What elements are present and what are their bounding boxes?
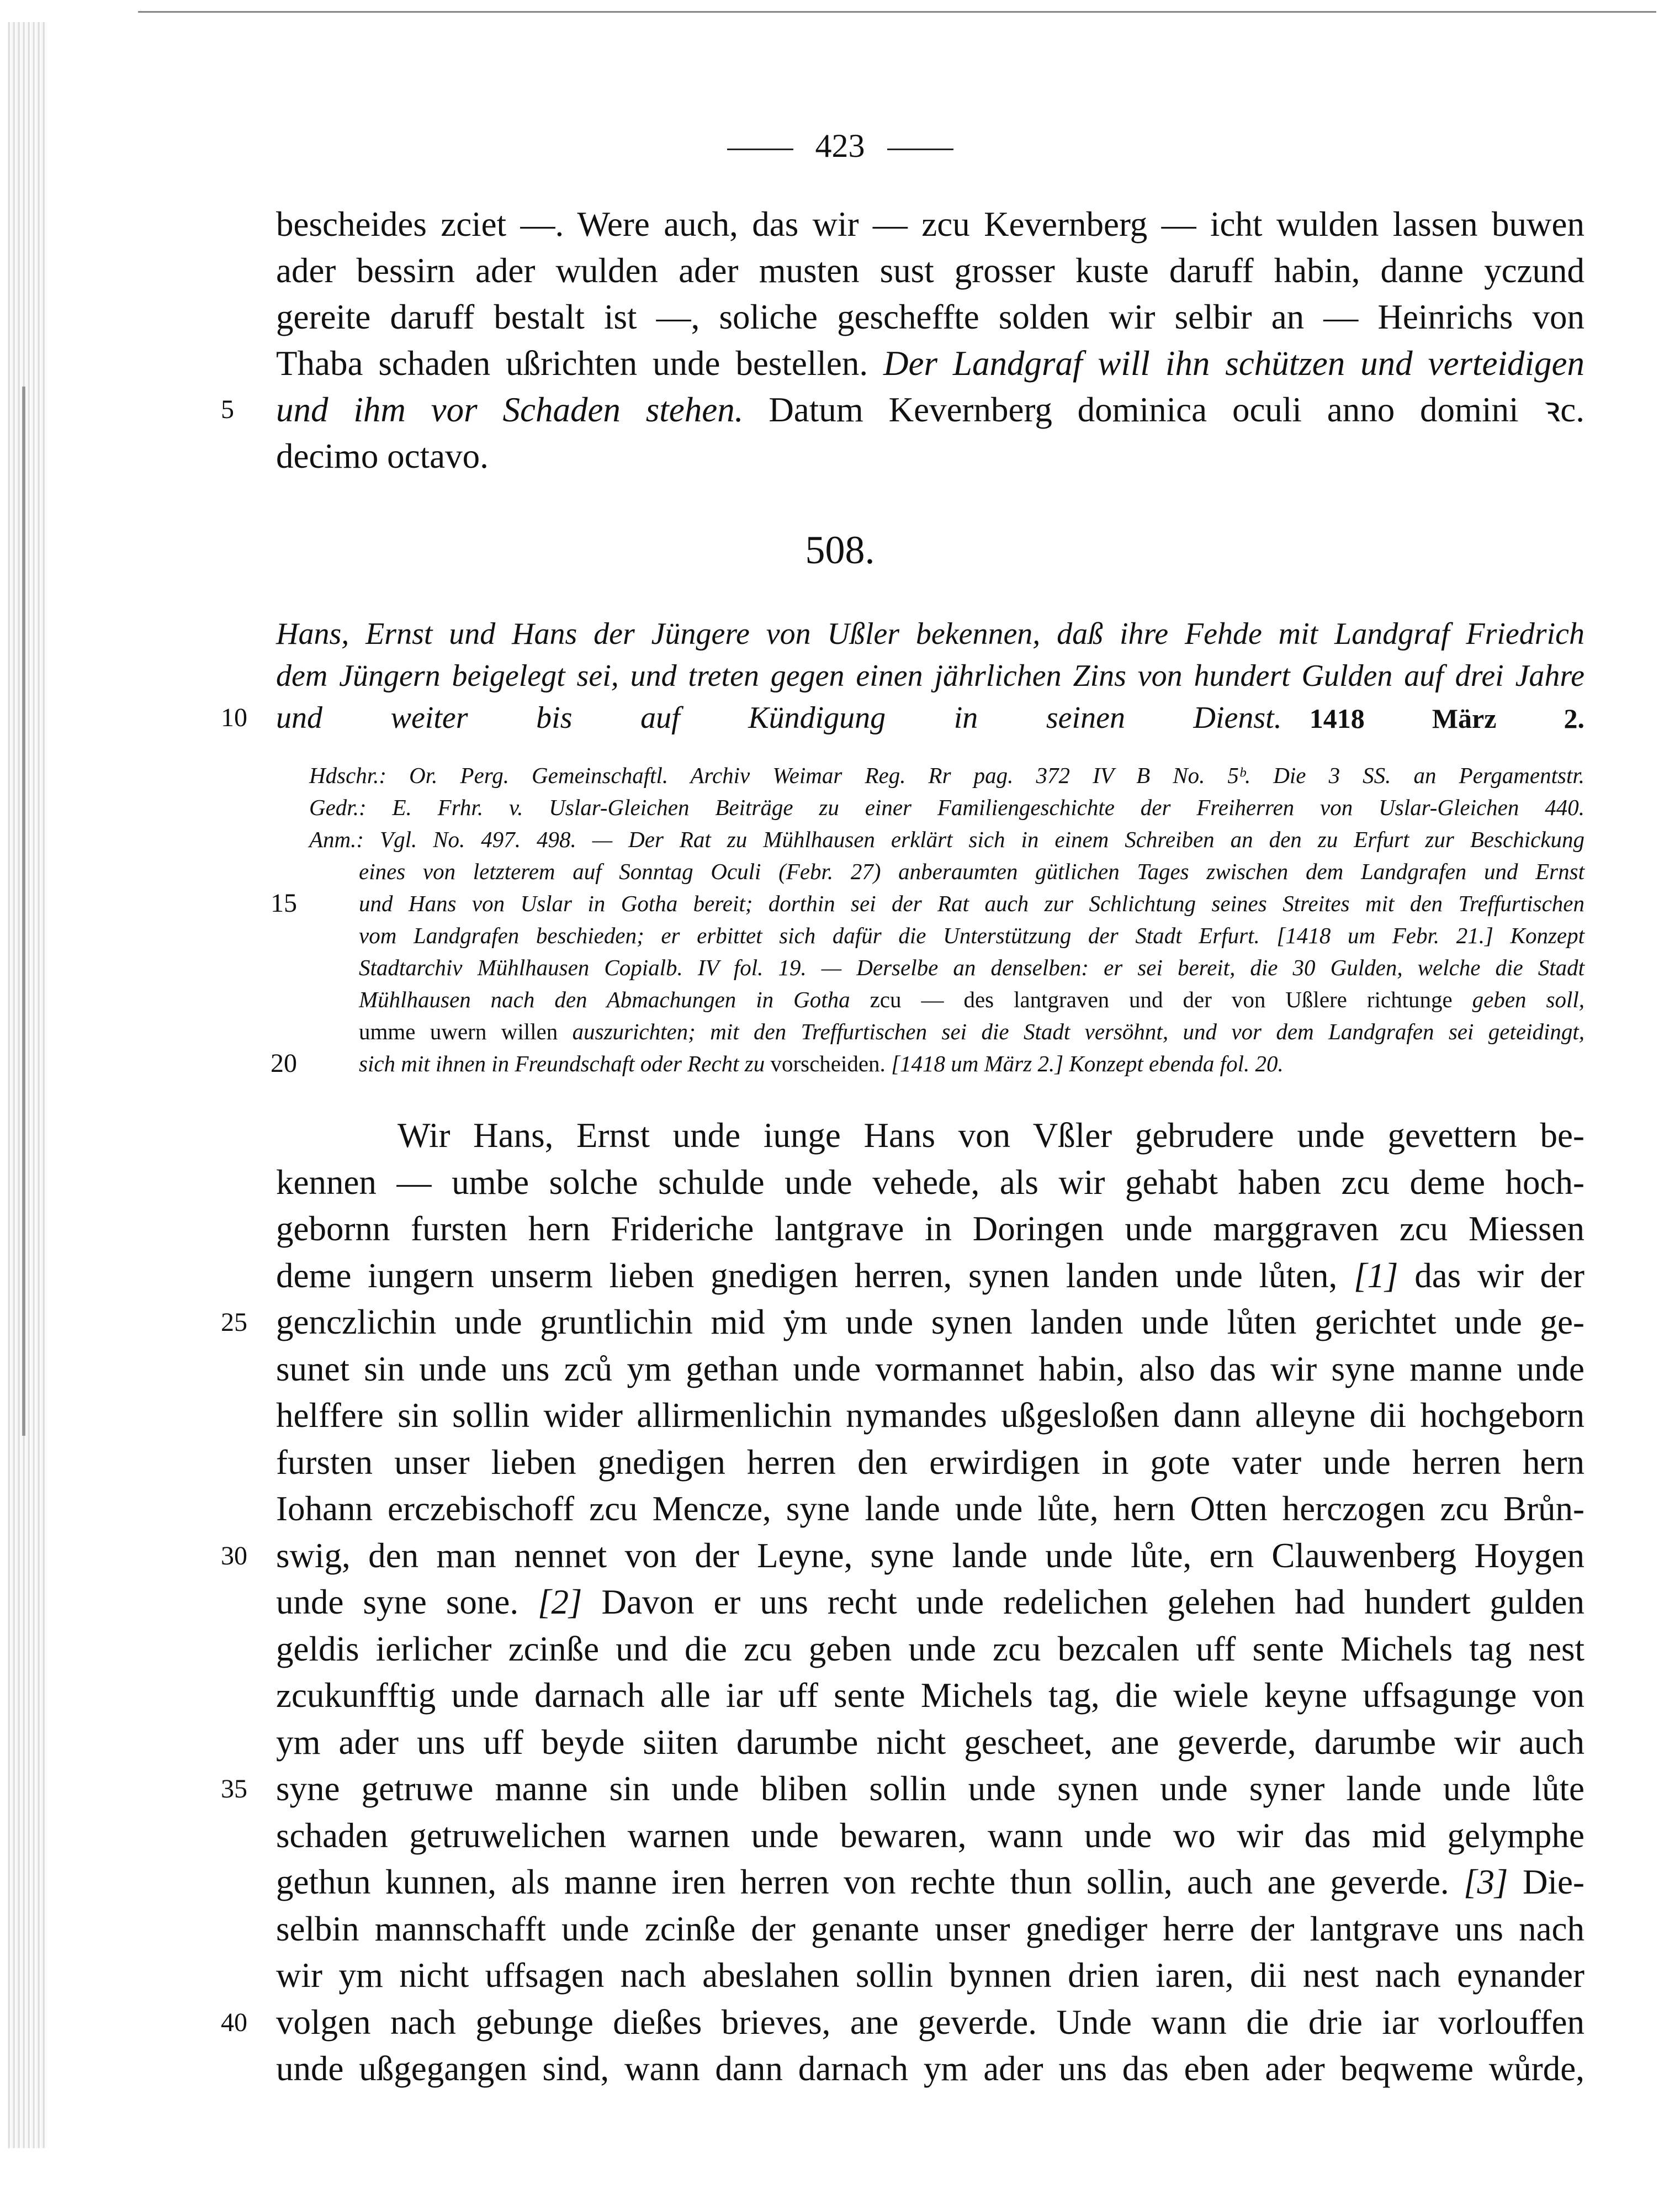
line-text: ym ader uns uff beyde siiten darumbe nicht gescheet, ane geverde, darumbe wir auch [276,1722,1584,1762]
header-dash-right [887,149,953,150]
line-text: bescheides zciet —. Were auch, das wir — zcu Kevernberg — icht wulden lassen buwen [276,205,1584,244]
main-line [221,1766,1584,1812]
main-line [276,1673,1584,1719]
regest-line [221,697,1585,739]
line-text: unde ußgegangen sind, wann dann darnach ym ader uns das eben ader beqweme wůrde, [276,2049,1584,2088]
scan-left-edge [8,22,46,2148]
main-line [221,1533,1584,1579]
main-line [276,1346,1584,1392]
line-text: eines von letzterem auf Sonntag Oculi (Febr. 27) anberaumten gütlichen Tages zwischen dem Landgrafen und Ernst [359,859,1584,884]
document-number: 508. [805,528,875,572]
line-text: gethun kunnen, als manne iren herren von rechte thun sollin, auch ane geverde. [276,1863,1449,1901]
line-text: Thaba schaden ußrichten unde bestellen. [276,344,868,383]
line-number: 15 [271,889,297,918]
line-number: 25 [221,1308,247,1337]
line-text: sich mit ihnen in Freundschaft oder Recht zu [359,1051,765,1076]
line-text: kennen — umbe solche schulde unde vehede, als wir gehabt haben zcu deme hoch- [276,1162,1584,1202]
main-line [221,1299,1584,1345]
main-line [276,1440,1584,1485]
continuation-line [276,341,1584,386]
line-text-cont: Die- [1508,1863,1584,1901]
line-text: volgen nach gebunge dießes brieves, ane geverde. Unde wann die drie iar vorlouffen [276,2002,1584,2042]
line-text-upright: zcu — des lantgraven und der von Ußlere richtunge [850,987,1472,1012]
continuation-line [221,387,1584,432]
line-text: und Hans von Uslar in Gotha bereit; dorthin sei der Rat auch zur Schlichtung seines Streites mit den Treffurtischen [359,891,1584,916]
main-line [276,1253,1584,1299]
continuation-line [276,294,1584,340]
line-text-italic: [2] [518,1583,582,1621]
line-text-italic: [1] [1337,1256,1398,1295]
line-text: Anm.: Vgl. No. 497. 498. — Der Rat zu Mühlhausen erklärt sich in einem Schreiben an den zu Erfurt zur Beschickung [309,827,1584,852]
line-text: swig, den man nennet von der Leyne, syne lande unde lůte, ern Clauwenberg Hoygen [276,1536,1584,1575]
page-number: 423 [815,128,865,164]
line-text: Wir Hans, Ernst unde iunge Hans von Vßler gebrudere unde gevettern be- [398,1116,1584,1155]
line-text: dem Jüngern beigelegt sei, und treten gegen einen jährlichen Zins von hundert Gulden auf drei Jahre [276,659,1584,693]
line-text-cont: [1418 um März 2.] Konzept ebenda fol. 20. [891,1051,1284,1076]
line-text: Stadtarchiv Mühlhausen Copialb. IV fol. 19. — Derselbe an denselben: er sei bereit, die 30 Gulden, welche die Stadt [359,955,1584,980]
line-number: 5 [221,395,234,424]
main-line [276,1813,1584,1859]
main-line [276,1859,1584,1905]
line-text-cont: Davon er uns recht unde redelichen gelehen had hundert gulden [582,1583,1584,1621]
regest-line [276,655,1584,697]
line-text: Iohann erczebischoff zcu Mencze, syne lande unde lůte, hern Otten herczogen zcu Brůn- [276,1489,1584,1528]
line-text: schaden getruwelichen warnen unde bewaren, wann unde wo wir das mid gelymphe [276,1816,1584,1855]
line-text: ader bessirn ader wulden ader musten sust grosser kuste daruff habin, danne yczund [276,251,1584,290]
line-text-italic: [3] [1449,1863,1508,1901]
main-line [276,1206,1584,1252]
continuation-line [276,248,1584,293]
main-line [276,1486,1584,1532]
notes-line [309,823,1584,855]
regest-line [276,613,1584,655]
main-line [276,1906,1584,1952]
line-text: vom Landgrafen beschieden; er erbittet sich dafür die Unterstützung der Stadt Erfurt. [1418 um Febr. 21.] Konzept [359,923,1584,948]
main-line [398,1113,1584,1159]
line-text: wir ym nicht uffsagen nach abeslahen sollin bynnen drien iaren, dii nest nach eynander [276,1956,1584,1995]
line-text: sunet sin unde uns zců ym gethan unde vormannet habin, also das wir syne manne unde [276,1349,1584,1388]
notes-line [271,1048,1584,1080]
main-line [276,1720,1584,1765]
notes-line [359,951,1584,984]
main-line [276,1626,1584,1672]
line-number: 30 [221,1541,247,1571]
line-text: auszurichten; mit den Treffurtischen sei die Stadt versöhnt, und vor dem Landgrafen sei geteidingt, [572,1019,1584,1044]
main-line [276,1160,1584,1205]
main-line [276,1953,1584,1998]
line-text-italic: Der Landgraf will ihn schützen und verteidigen [868,344,1584,383]
line-text: Hans, Ernst und Hans der Jüngere von Ußler bekennen, daß ihre Fehde mit Landgraf Friedrich [276,617,1584,651]
line-text-cont: geben soll, [1472,987,1584,1012]
line-text-italic: und ihm vor Schaden stehen. [276,390,769,429]
line-text: syne getruwe manne sin unde bliben sollin unde synen unde syner lande unde lůte [276,1769,1584,1808]
line-text: unde syne sone. [276,1583,519,1621]
notes-line [271,887,1584,919]
line-text: Hdschr.: Or. Perg. Gemeinschaftl. Archiv Weimar Reg. Rr pag. 372 IV B No. 5ᵇ. Die 3 SS. an Pergamentstr. [309,763,1584,788]
line-text: geldis ierlicher zcinße und die zcu geben unde zcu bezcalen uff sente Michels tag nest [276,1629,1584,1668]
line-text: und weiter bis auf Kündigung in seinen Dienst. [276,701,1282,735]
line-number: 35 [221,1774,247,1804]
line-number: 20 [271,1049,297,1078]
line-text: gebornn fursten hern Frideriche lantgrave in Doringen unde marggraven zcu Miessen [276,1209,1584,1248]
main-line [276,1579,1584,1625]
line-text: selbin mannschafft unde zcinße der genante unser gnediger herre der lantgrave uns nach [276,1909,1584,1948]
continuation-line [276,202,1584,247]
notes-line [359,1016,1584,1048]
page-header [0,127,1680,165]
line-text-upright: umme uwern willen [359,1019,573,1044]
line-text: genczlichin unde gruntlichin mid ẏm unde synen landen unde lůten gerichtet unde ge- [276,1303,1584,1341]
line-number: 40 [221,2007,247,2037]
line-text: zcukunfftig unde darnach alle iar uff sente Michels tag, die wiele keyne uffsagunge von [276,1676,1584,1715]
line-text: Mühlhausen nach den Abmachungen in Gotha [359,987,850,1012]
main-line [276,1393,1584,1439]
notes-line [309,791,1584,823]
line-text-upright: vorscheiden. [765,1051,892,1076]
main-line [276,2046,1584,2092]
line-text: gereite daruff bestalt ist —, soliche gescheffte solden wir selbir an — Heinrichs von [276,298,1584,336]
notes-line [359,919,1584,951]
notes-line [359,984,1584,1016]
scan-top-rule [138,11,1656,13]
line-number: 10 [221,703,247,732]
line-text: Gedr.: E. Frhr. v. Uslar-Gleichen Beiträge zu einer Familiengeschichte der Freiherren von Uslar-Gleichen 440. [309,795,1584,820]
line-text: Datum Kevernberg dominica oculi anno domini ꝛc. [769,390,1584,429]
continuation-line [276,433,1584,479]
line-text: fursten unser lieben gnedigen herren den erwirdigen in gote vater unde herren hern [276,1442,1584,1482]
main-line [221,2000,1584,2045]
regest-date: 1418 März 2. [1281,703,1585,734]
line-text: deme iungern unserm lieben gnedigen herren, synen landen unde lůten, [276,1256,1338,1295]
line-text-cont: das wir der [1398,1256,1585,1295]
header-dash-left [727,149,793,150]
line-text: decimo octavo. [276,437,489,475]
line-text: helffere sin sollin wider allirmenlichin nymandes ußgesloßen dann alleyne dii hochgeborn [276,1396,1584,1435]
notes-line [309,759,1584,791]
notes-line [359,855,1584,887]
